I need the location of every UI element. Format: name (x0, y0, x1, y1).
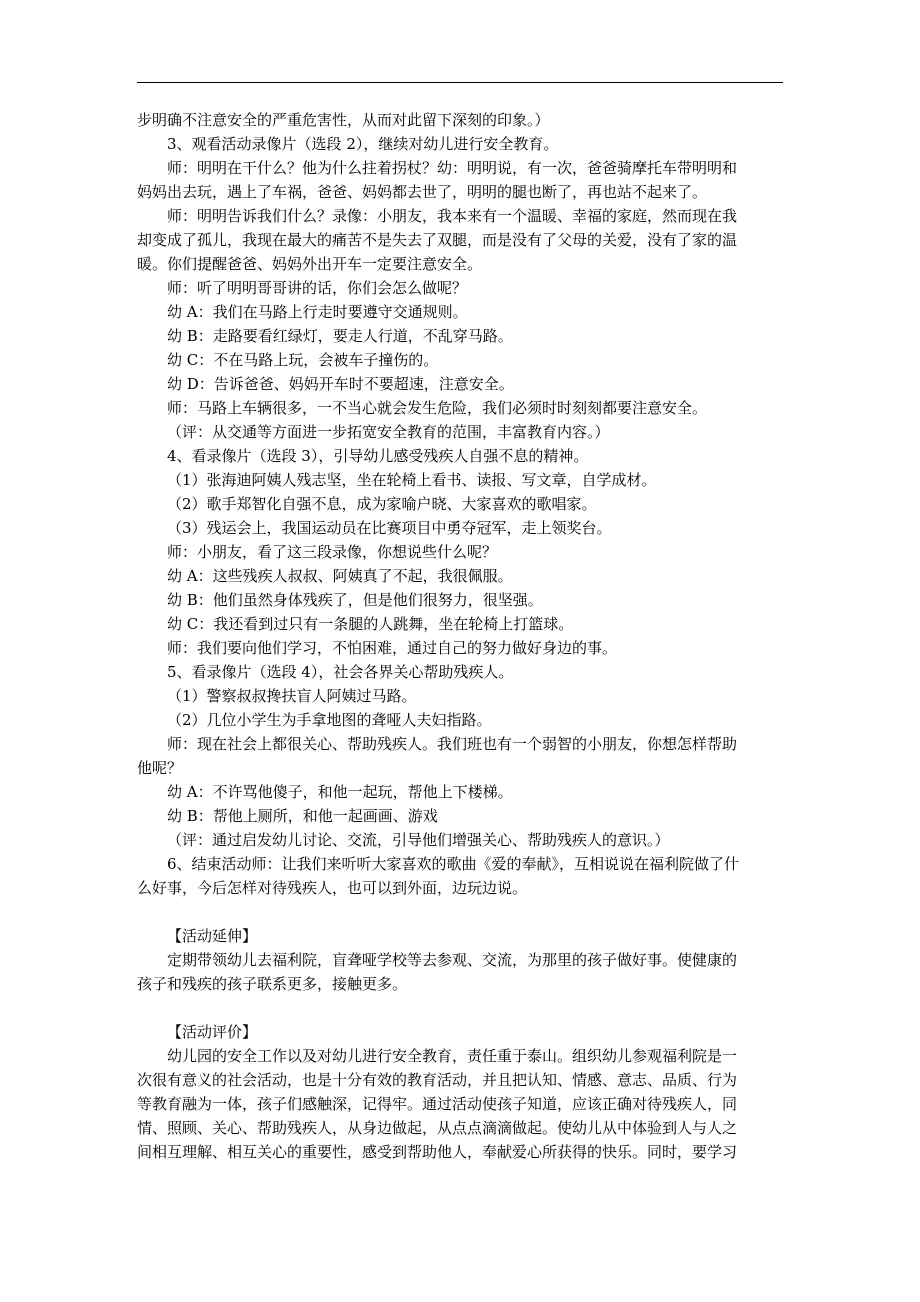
dialogue-line: 他呢？ (137, 759, 183, 777)
dialogue-line: 幼 C：我还看到过只有一条腿的人跳舞，坐在轮椅上打篮球。 (167, 615, 574, 633)
closing-line: 么好事，今后怎样对待残疾人，也可以到外面，边玩边说。 (137, 879, 528, 897)
dialogue-line: 暖。你们提醒爸爸、妈妈外出开车一定要注意安全。 (137, 255, 483, 273)
paragraph-line: 间相互理解、相互关心的重要性，感受到帮助他人，奉献爱心所获得的快乐。同时，要学习 (137, 1143, 738, 1161)
section-gap (137, 900, 783, 924)
dialogue-line: （3）残运会上，我国运动员在比赛项目中勇夺冠军，走上领奖台。 (167, 519, 612, 537)
step-3-dialogue (137, 156, 783, 444)
dialogue-line: 师：现在社会上都很关心、帮助残疾人。我们班也有一个弱智的小朋友，你想怎样帮助 (167, 735, 738, 753)
dialogue-line: 师：明明在干什么？他为什么拄着拐杖？幼：明明说，有一次，爸爸骑摩托车带明明和 (167, 159, 738, 177)
dialogue-line: （评：从交通等方面进一步拓宽安全教育的范围，丰富教育内容。） (167, 423, 610, 441)
dialogue-line: 师：马路上车辆很多，一不当心就会发生危险，我们必须时时刻刻都要注意安全。 (167, 399, 708, 417)
step-4-dialogue (137, 468, 783, 660)
extension-body (137, 948, 783, 996)
step-6-closing (137, 852, 783, 900)
dialogue-line: 幼 A：这些残疾人叔叔、阿姨真了不起，我很佩服。 (167, 567, 513, 585)
dialogue-line: （2）歌手郑智化自强不息，成为家喻户晓、大家喜欢的歌唱家。 (167, 495, 597, 513)
dialogue-line: 幼 D：告诉爸爸、妈妈开车时不要超速，注意安全。 (167, 375, 514, 393)
dialogue-line: （1）警察叔叔搀扶盲人阿姨过马路。 (167, 687, 417, 705)
step-4-heading: 4、看录像片（选段 3），引导幼儿感受残疾人自强不息的精神。 (167, 447, 589, 465)
paragraph-continuation: 步明确不注意安全的严重危害性，从而对此留下深刻的印象。） (137, 111, 550, 129)
dialogue-line: 师：小朋友，看了这三段录像，你想说些什么呢？ (167, 543, 498, 561)
dialogue-line: （2）几位小学生为手拿地图的聋哑人夫妇指路。 (167, 711, 492, 729)
header-rule (137, 82, 783, 83)
paragraph-line: 次很有意义的社会活动，也是十分有效的教育活动，并且把认知、情感、意志、品质、行为 (137, 1071, 738, 1089)
step-5-dialogue (137, 684, 783, 852)
extension-title: 【活动延伸】 (167, 927, 258, 945)
paragraph-line: 幼儿园的安全工作以及对幼儿进行安全教育，责任重于泰山。组织幼儿参观福利院是一 (167, 1047, 738, 1065)
step-3-heading: 3、观看活动录像片（选段 2），继续对幼儿进行安全教育。 (167, 135, 559, 153)
dialogue-line: 妈妈出去玩，遇上了车祸，爸爸、妈妈都去世了，明明的腿也断了，再也站不起来了。 (137, 183, 708, 201)
evaluation-title: 【活动评价】 (167, 1023, 258, 1041)
closing-line: 6、结束活动师：让我们来听听大家喜欢的歌曲《爱的奉献》，互相说说在福利院做了什 (167, 855, 740, 873)
document-body (137, 108, 783, 1164)
dialogue-line: 师：听了明明哥哥讲的话，你们会怎么做呢？ (167, 279, 468, 297)
dialogue-line: （1）张海迪阿姨人残志坚，坐在轮椅上看书、读报、写文章，自学成材。 (167, 471, 657, 489)
dialogue-line: 幼 A：不许骂他傻子，和他一起玩，帮他上下楼梯。 (167, 783, 513, 801)
dialogue-line: 却变成了孤儿，我现在最大的痛苦不是失去了双腿，而是没有了父母的关爱，没有了家的温 (137, 231, 738, 249)
dialogue-line: （评：通过启发幼儿讨论、交流，引导他们增强关心、帮助残疾人的意识。） (167, 831, 670, 849)
section-gap (137, 996, 783, 1020)
paragraph-line: 等教育融为一体，孩子们感触深，记得牢。通过活动使孩子知道，应该正确对待残疾人，同 (137, 1095, 738, 1113)
dialogue-line: 幼 B：他们虽然身体残疾了，但是他们很努力，很坚强。 (167, 591, 543, 609)
dialogue-line: 幼 B：走路要看红绿灯，要走人行道，不乱穿马路。 (167, 327, 513, 345)
dialogue-line: 幼 C：不在马路上玩，会被车子撞伤的。 (167, 351, 439, 369)
paragraph-line: 孩子和残疾的孩子联系更多，接触更多。 (137, 975, 408, 993)
paragraph-line: 定期带领幼儿去福利院，盲聋哑学校等去参观、交流，为那里的孩子做好事。使健康的 (167, 951, 738, 969)
dialogue-line: 幼 B：帮他上厕所，和他一起画画、游戏 (167, 807, 438, 825)
paragraph-line: 情、照顾、关心、帮助残疾人，从身边做起，从点点滴滴做起。使幼儿从中体验到人与人之 (137, 1119, 738, 1137)
dialogue-line: 师：我们要向他们学习，不怕困难，通过自己的努力做好身边的事。 (167, 639, 618, 657)
dialogue-line: 师：明明告诉我们什么？录像：小朋友，我本来有一个温暖、幸福的家庭，然而现在我 (167, 207, 738, 225)
evaluation-body (137, 1044, 783, 1164)
dialogue-line: 幼 A：我们在马路上行走时要遵守交通规则。 (167, 303, 468, 321)
step-5-heading: 5、看录像片（选段 4），社会各界关心帮助残疾人。 (167, 663, 514, 681)
